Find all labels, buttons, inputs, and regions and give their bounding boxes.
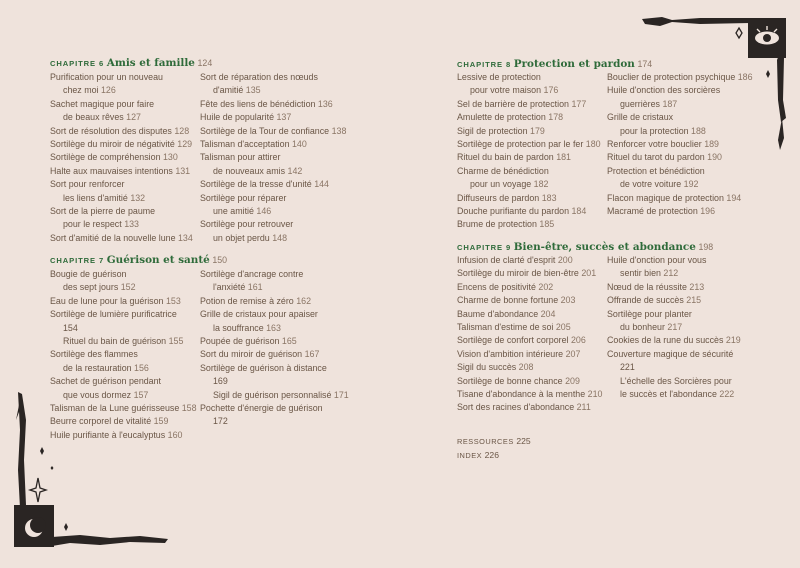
entry-page: 189 bbox=[704, 139, 719, 149]
entry-title: Huile d'onction des sorcières bbox=[607, 85, 721, 96]
toc-entry bbox=[200, 138, 307, 151]
diamond-icon bbox=[766, 70, 770, 78]
moon-icon bbox=[25, 517, 46, 537]
entry-title: Talisman d'acceptation bbox=[200, 139, 290, 149]
entry-page: 204 bbox=[540, 308, 556, 319]
toc-entry bbox=[50, 232, 193, 245]
chapter-title: Amis et famille bbox=[106, 57, 195, 69]
toc-entry bbox=[200, 402, 323, 415]
toc-entry bbox=[607, 71, 753, 84]
entry-title: Offrande de succès bbox=[607, 295, 684, 306]
toc-entry bbox=[607, 165, 705, 178]
entry-title: Sortilège de bonne chance bbox=[457, 375, 563, 386]
entry-page: 192 bbox=[683, 179, 699, 190]
chapter-label: CHAPITRE 6 bbox=[50, 59, 105, 68]
ressources-entry bbox=[457, 436, 531, 446]
toc-entry bbox=[457, 308, 555, 321]
toc-entry bbox=[200, 335, 297, 348]
toc-entry bbox=[200, 308, 318, 321]
entry-title: Talisman de la Lune guérisseuse bbox=[50, 403, 180, 413]
toc-entry bbox=[457, 388, 602, 401]
entry-page: 126 bbox=[100, 85, 116, 96]
toc-entry bbox=[50, 415, 168, 428]
entry-title: de votre voiture bbox=[620, 179, 682, 190]
entry-page: 187 bbox=[662, 98, 678, 109]
entry-page: 212 bbox=[663, 268, 679, 279]
toc-entry bbox=[200, 268, 303, 281]
toc-entry bbox=[457, 348, 580, 361]
toc-entry bbox=[457, 165, 549, 178]
entry-page: 142 bbox=[287, 165, 303, 176]
chapter-6-heading bbox=[50, 56, 212, 70]
entry-title: Sachet magique pour faire bbox=[50, 98, 155, 109]
entry-title: Sel de barrière de protection bbox=[457, 98, 569, 109]
toc-entry bbox=[607, 294, 701, 307]
entry-title: d'amitié bbox=[213, 85, 244, 96]
toc-entry bbox=[50, 348, 138, 361]
entry-title: Diffuseurs de pardon bbox=[457, 192, 540, 203]
chapter-9-heading bbox=[457, 240, 713, 254]
entry-title: Grille de cristaux bbox=[607, 112, 674, 123]
toc-entry bbox=[200, 322, 281, 335]
toc-entry bbox=[200, 218, 293, 231]
toc-entry bbox=[50, 205, 155, 218]
entry-page: 167 bbox=[304, 349, 320, 360]
toc-entry bbox=[200, 125, 346, 138]
entry-page: 152 bbox=[120, 282, 136, 293]
toc-entry bbox=[457, 254, 573, 267]
entry-title: pour votre maison bbox=[470, 85, 542, 96]
entry-page: 215 bbox=[686, 295, 702, 306]
entry-page: 208 bbox=[518, 362, 534, 373]
entry-title: Halte aux mauvaises intentions bbox=[50, 165, 173, 176]
toc-entry bbox=[457, 151, 571, 164]
entry-page: 165 bbox=[281, 336, 297, 346]
entry-title: Sort des racines d'abondance bbox=[457, 402, 575, 413]
toc-entry bbox=[607, 388, 734, 401]
sparkle-icon bbox=[30, 478, 46, 502]
chapter-title: Protection et pardon bbox=[513, 58, 635, 70]
entry-page: 207 bbox=[565, 348, 581, 359]
entry-title: Charme de bénédiction bbox=[457, 165, 549, 176]
entry-title: Sortilège pour réparer bbox=[200, 192, 287, 203]
toc-entry bbox=[200, 165, 302, 178]
entry-page: 158 bbox=[181, 403, 197, 413]
entry-page: 190 bbox=[707, 152, 722, 163]
entry-title: une amitié bbox=[213, 206, 254, 216]
entry-page: 159 bbox=[153, 416, 169, 427]
toc-entry bbox=[200, 71, 318, 84]
toc-entry bbox=[50, 218, 139, 231]
entry-title: Couverture magique de sécurité bbox=[607, 348, 734, 359]
entry-title: Macramé de protection bbox=[607, 206, 698, 216]
toc-entry bbox=[50, 402, 197, 415]
entry-page: 135 bbox=[245, 85, 261, 96]
index-label: INDEX bbox=[457, 451, 483, 460]
entry-title: Flacon magique de protection bbox=[607, 192, 724, 203]
entry-title: Sigil de protection bbox=[457, 125, 528, 136]
entry-page: 162 bbox=[296, 295, 312, 306]
toc-entry bbox=[50, 178, 124, 191]
entry-title: Vision d'ambition intérieure bbox=[457, 348, 564, 359]
entry-page: 182 bbox=[533, 179, 549, 190]
toc-entry bbox=[457, 138, 601, 151]
entry-page: 213 bbox=[689, 281, 705, 292]
entry-page: 156 bbox=[134, 362, 149, 373]
toc-entry bbox=[50, 125, 189, 138]
ressources-label: RESSOURCES bbox=[457, 437, 514, 446]
toc-entry bbox=[200, 415, 228, 428]
diamond-icon bbox=[736, 28, 742, 38]
entry-title: un objet perdu bbox=[213, 232, 270, 243]
entry-title: Sortilège des flammes bbox=[50, 349, 138, 360]
ressources-page: 225 bbox=[516, 436, 531, 446]
entry-title: guerrières bbox=[620, 98, 660, 109]
toc-entry bbox=[50, 429, 182, 442]
entry-page: 206 bbox=[570, 335, 586, 346]
entry-title: Sortilège du miroir de bien-être bbox=[457, 268, 579, 279]
entry-page: 132 bbox=[130, 192, 146, 203]
toc-entry bbox=[50, 281, 136, 294]
entry-page: 133 bbox=[124, 219, 139, 230]
entry-title: Poupée de guérison bbox=[200, 336, 280, 346]
entry-page: 157 bbox=[133, 389, 149, 400]
entry-title: Sortilège de la Tour de confiance bbox=[200, 125, 330, 136]
entry-title: Protection et bénédiction bbox=[607, 165, 705, 176]
entry-page: 130 bbox=[162, 152, 178, 163]
toc-entry bbox=[457, 84, 558, 97]
toc-entry bbox=[607, 308, 692, 321]
entry-title: Huile d'onction pour vous bbox=[607, 255, 707, 265]
entry-page: 183 bbox=[541, 192, 557, 203]
chapter-page: 124 bbox=[197, 58, 213, 68]
entry-page: 222 bbox=[719, 389, 735, 399]
toc-entry bbox=[607, 111, 673, 124]
entry-title: Sortilège pour planter bbox=[607, 308, 692, 319]
entry-title: chez moi bbox=[63, 85, 99, 96]
entry-page: 181 bbox=[556, 152, 571, 163]
entry-title: Nœud de la réussite bbox=[607, 281, 687, 292]
entry-title: Purification pour un nouveau bbox=[50, 72, 163, 82]
toc-entry bbox=[200, 84, 261, 97]
toc-entry bbox=[50, 192, 145, 205]
index-page: 226 bbox=[484, 450, 499, 460]
entry-page: 153 bbox=[165, 295, 181, 306]
toc-entry bbox=[200, 151, 280, 164]
toc-entry bbox=[200, 98, 333, 111]
entry-title: le succès et l'abondance bbox=[620, 389, 717, 399]
entry-title: pour un voyage bbox=[470, 179, 532, 190]
entry-title: Tisane d'abondance à la menthe bbox=[457, 389, 586, 399]
entry-title: Sortilège de lumière purificatrice bbox=[50, 309, 177, 320]
chapter-7-heading bbox=[50, 253, 227, 267]
toc-entry bbox=[457, 98, 586, 111]
entry-page: 128 bbox=[174, 125, 190, 136]
entry-title: L'échelle des Sorcières pour bbox=[620, 375, 732, 386]
toc-entry bbox=[457, 178, 548, 191]
toc-entry bbox=[457, 267, 596, 280]
toc-entry bbox=[607, 361, 635, 374]
toc-entry bbox=[457, 281, 553, 294]
toc-entry bbox=[457, 111, 563, 124]
entry-page: 186 bbox=[737, 72, 753, 82]
entry-page: 155 bbox=[168, 336, 184, 346]
toc-entry bbox=[200, 178, 329, 191]
entry-title: Sortilège de protection par le fer bbox=[457, 139, 584, 149]
toc-entry bbox=[607, 151, 722, 164]
toc-entry bbox=[50, 84, 116, 97]
toc-entry bbox=[607, 348, 733, 361]
entry-title: Fête des liens de bénédiction bbox=[200, 98, 316, 109]
chapter-page: 198 bbox=[698, 242, 714, 252]
entry-page: 184 bbox=[571, 206, 587, 216]
entry-title: Bouclier de protection psychique bbox=[607, 72, 736, 82]
entry-title: Talisman pour attirer bbox=[200, 152, 281, 163]
toc-entry bbox=[457, 218, 554, 231]
toc-entry bbox=[50, 322, 78, 335]
entry-page: 129 bbox=[177, 139, 193, 149]
toc-entry bbox=[457, 361, 533, 374]
toc-entry bbox=[607, 205, 715, 218]
toc-entry bbox=[607, 192, 741, 205]
toc-entry bbox=[200, 111, 291, 124]
entry-title: 172 bbox=[213, 416, 228, 427]
toc-entry bbox=[607, 178, 698, 191]
entry-page: 171 bbox=[333, 389, 349, 400]
entry-page: 200 bbox=[557, 255, 573, 265]
entry-title: l'anxiété bbox=[213, 282, 246, 293]
toc-entry bbox=[457, 334, 586, 347]
entry-title: Sortilège de compréhension bbox=[50, 152, 161, 163]
entry-page: 140 bbox=[291, 139, 307, 149]
entry-title: Baume d'abondance bbox=[457, 308, 539, 319]
chapter-title: Bien-être, succès et abondance bbox=[513, 241, 696, 253]
toc-entry bbox=[200, 362, 327, 375]
entry-title: Sort de résolution des disputes bbox=[50, 125, 172, 136]
entry-title: de beaux rêves bbox=[63, 112, 124, 123]
entry-title: Grille de cristaux pour apaiser bbox=[200, 309, 318, 320]
entry-page: 148 bbox=[272, 232, 288, 243]
entry-page: 160 bbox=[167, 429, 183, 440]
entry-title: pour le respect bbox=[63, 219, 122, 230]
entry-page: 219 bbox=[725, 335, 741, 346]
entry-title: sentir bien bbox=[620, 268, 661, 279]
entry-title: Amulette de protection bbox=[457, 112, 546, 123]
entry-page: 144 bbox=[314, 179, 329, 190]
toc-entry bbox=[50, 375, 161, 388]
chapter-page: 174 bbox=[637, 59, 653, 69]
chapter-label: CHAPITRE 8 bbox=[457, 60, 512, 69]
toc-entry bbox=[607, 98, 677, 111]
toc-entry bbox=[607, 334, 741, 347]
toc-entry bbox=[200, 205, 271, 218]
entry-page: 210 bbox=[587, 389, 603, 399]
entry-title: pour la protection bbox=[620, 125, 689, 136]
entry-title: Brume de protection bbox=[457, 219, 537, 230]
entry-title: Rituel du bain de guérison bbox=[63, 336, 167, 346]
entry-page: 136 bbox=[317, 98, 333, 109]
toc-entry bbox=[457, 375, 580, 388]
eye-icon-box bbox=[748, 18, 786, 58]
toc-entry bbox=[457, 401, 591, 414]
entry-page: 146 bbox=[256, 206, 272, 216]
toc-entry bbox=[457, 205, 586, 218]
toc-entry bbox=[50, 389, 148, 402]
entry-page: 185 bbox=[539, 219, 555, 230]
toc-entry bbox=[50, 138, 192, 151]
entry-title: Bougie de guérison bbox=[50, 269, 127, 279]
entry-title: les liens d'amitié bbox=[63, 192, 128, 203]
toc-entry bbox=[457, 192, 557, 205]
entry-title: Potion de remise à zéro bbox=[200, 295, 294, 306]
entry-title: Sortilège de confort corporel bbox=[457, 335, 569, 346]
entry-page: 196 bbox=[700, 206, 716, 216]
entry-page: 217 bbox=[667, 322, 683, 332]
entry-title: Sigil de guérison personnalisé bbox=[213, 389, 332, 400]
entry-page: 163 bbox=[266, 322, 281, 333]
chapter-title: Guérison et santé bbox=[106, 254, 210, 266]
toc-entry bbox=[457, 71, 541, 84]
toc-entry bbox=[457, 321, 571, 334]
chapter-page: 150 bbox=[212, 255, 228, 265]
toc-entry bbox=[50, 151, 178, 164]
toc-entry bbox=[607, 321, 682, 334]
entry-title: de la restauration bbox=[63, 362, 132, 373]
toc-entry bbox=[607, 375, 732, 388]
entry-title: Huile purifiante à l'eucalyptus bbox=[50, 429, 166, 440]
entry-page: 211 bbox=[576, 402, 591, 413]
toc-entry bbox=[457, 294, 575, 307]
entry-page: 202 bbox=[538, 281, 554, 292]
entry-page: 131 bbox=[175, 165, 191, 176]
entry-title: Infusion de clarté d'esprit bbox=[457, 255, 556, 265]
chapter-8-heading bbox=[457, 57, 652, 71]
entry-title: Rituel du tarot du pardon bbox=[607, 152, 705, 163]
diamond-icon bbox=[40, 447, 44, 455]
entry-title: Douche purifiante du pardon bbox=[457, 206, 570, 216]
entry-title: Eau de lune pour la guérison bbox=[50, 295, 164, 306]
entry-page: 134 bbox=[178, 232, 193, 243]
toc-entry bbox=[607, 84, 720, 97]
toc-entry bbox=[200, 348, 319, 361]
toc-entry bbox=[607, 138, 719, 151]
entry-page: 194 bbox=[726, 192, 742, 203]
entry-title: Pochette d'énergie de guérison bbox=[200, 403, 323, 413]
toc-entry bbox=[50, 362, 149, 375]
toc-entry bbox=[200, 232, 287, 245]
toc-entry bbox=[200, 192, 286, 205]
entry-title: Sortilège d'ancrage contre bbox=[200, 269, 304, 279]
toc-entry bbox=[50, 111, 141, 124]
toc-entry bbox=[607, 281, 704, 294]
entry-title: Charme de bonne fortune bbox=[457, 295, 559, 306]
entry-title: des sept jours bbox=[63, 282, 119, 293]
toc-entry bbox=[50, 98, 154, 111]
entry-page: 203 bbox=[560, 295, 576, 306]
entry-title: Huile de popularité bbox=[200, 112, 275, 123]
entry-page: 137 bbox=[276, 112, 292, 123]
toc-entry bbox=[50, 71, 163, 84]
index-entry bbox=[457, 450, 499, 460]
entry-page: 179 bbox=[530, 125, 545, 136]
entry-page: 180 bbox=[585, 139, 601, 149]
entry-page: 209 bbox=[565, 375, 580, 386]
entry-title: Sortilège du miroir de négativité bbox=[50, 139, 175, 149]
chapter-label: CHAPITRE 9 bbox=[457, 243, 512, 252]
toc-entry bbox=[50, 268, 126, 281]
entry-title: du bonheur bbox=[620, 322, 665, 332]
toc-entry bbox=[200, 295, 311, 308]
entry-page: 188 bbox=[691, 125, 706, 136]
entry-page: 127 bbox=[126, 112, 141, 123]
entry-title: Sigil du succès bbox=[457, 362, 517, 373]
entry-title: Encens de positivité bbox=[457, 281, 536, 292]
entry-title: Sortilège pour retrouver bbox=[200, 219, 294, 230]
toc-entry bbox=[200, 389, 349, 402]
entry-page: 205 bbox=[555, 322, 571, 332]
entry-page: 176 bbox=[543, 85, 559, 96]
toc-entry bbox=[50, 335, 183, 348]
entry-title: de nouveaux amis bbox=[213, 165, 286, 176]
toc-entry bbox=[200, 375, 228, 388]
toc-entry bbox=[607, 267, 678, 280]
entry-title: Sort pour renforcer bbox=[50, 179, 125, 190]
eye-icon bbox=[755, 26, 779, 45]
entry-title: Sort du miroir de guérison bbox=[200, 349, 303, 360]
entry-page: 201 bbox=[581, 268, 597, 279]
entry-page: 177 bbox=[571, 98, 587, 109]
entry-title: Renforcer votre bouclier bbox=[607, 139, 702, 149]
toc-entry bbox=[50, 308, 177, 321]
entry-title: Sort de la pierre de paume bbox=[50, 206, 156, 216]
entry-title: Sort de réparation des nœuds bbox=[200, 72, 318, 82]
entry-title: Rituel du bain de pardon bbox=[457, 152, 554, 163]
entry-title: Sort d'amitié de la nouvelle lune bbox=[50, 232, 176, 243]
entry-title: 221 bbox=[620, 362, 635, 373]
entry-title: Sortilège de guérison à distance bbox=[200, 362, 327, 373]
entry-title: Cookies de la rune du succès bbox=[607, 335, 724, 346]
toc-entry bbox=[607, 125, 706, 138]
entry-page: 178 bbox=[548, 112, 564, 123]
toc-entry bbox=[607, 254, 706, 267]
toc-entry bbox=[200, 281, 263, 294]
toc-entry bbox=[50, 295, 181, 308]
entry-page: 138 bbox=[331, 125, 347, 136]
toc-entry bbox=[457, 125, 545, 138]
entry-page: 161 bbox=[247, 282, 263, 293]
entry-title: 154 bbox=[63, 322, 78, 333]
entry-title: la souffrance bbox=[213, 322, 264, 333]
chapter-label: CHAPITRE 7 bbox=[50, 256, 105, 265]
toc-entry bbox=[50, 165, 190, 178]
entry-title: Sortilège de la tresse d'unité bbox=[200, 179, 312, 190]
entry-title: Sachet de guérison pendant bbox=[50, 376, 162, 387]
entry-title: Beurre corporel de vitalité bbox=[50, 416, 152, 427]
entry-title: Lessive de protection bbox=[457, 72, 541, 82]
entry-title: que vous dormez bbox=[63, 389, 132, 400]
entry-title: 169 bbox=[213, 376, 228, 387]
entry-title: Talisman d'estime de soi bbox=[457, 322, 554, 332]
